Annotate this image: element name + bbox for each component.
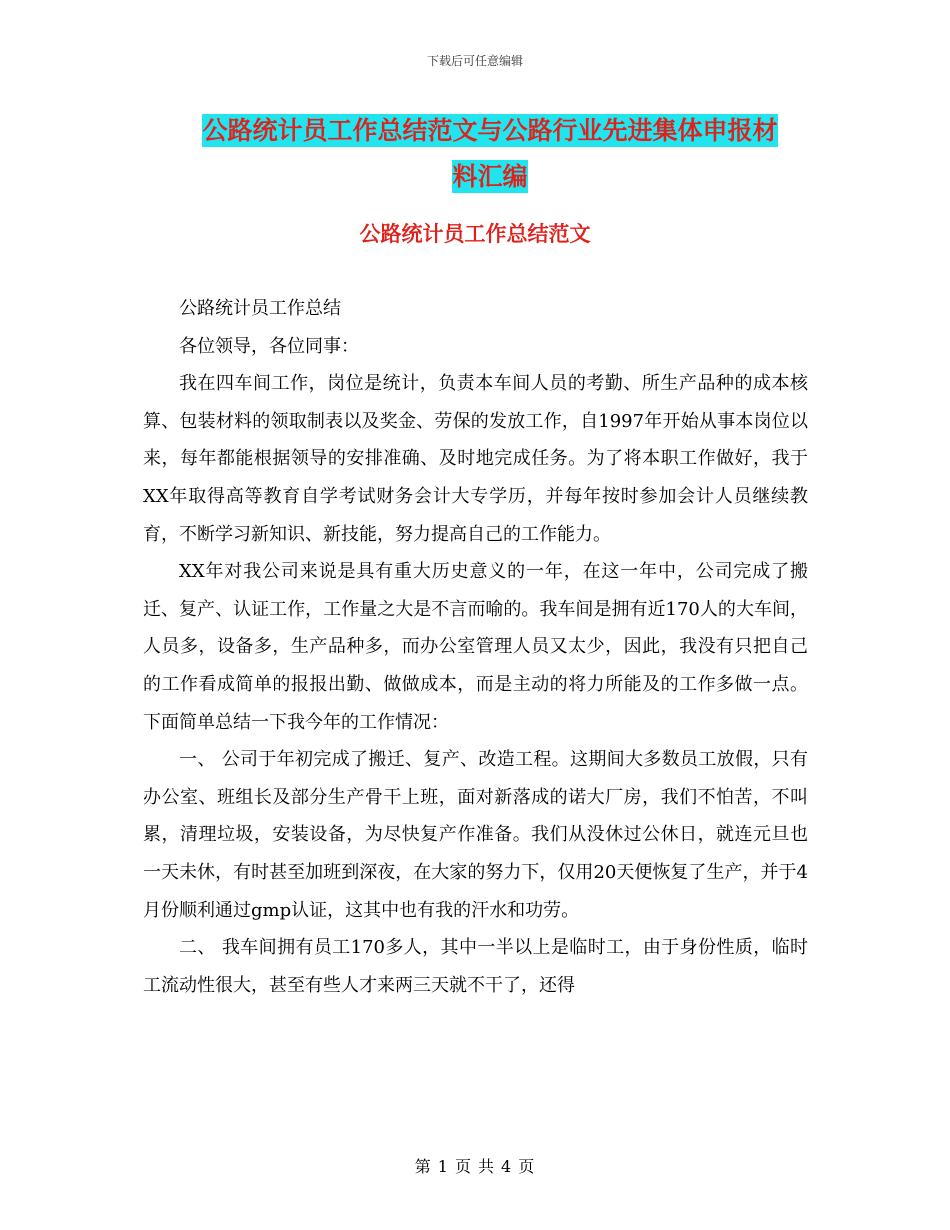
page-number: 1 — [437, 1157, 449, 1176]
paragraph: XX年对我公司来说是具有重大历史意义的一年，在这一年中，公司完成了搬迁、复产、认证工作，工作量之大是不言而喻的。我车间是拥有近170人的大车间，人员多，设备多，生产品种多，而办公室管理人员又太少，因此，我没有只把自己的工作看成简单的报报出勤、做做成本，而是主动的将力所能及的工作多做一点。下面简单总结一下我今年的工作情况： — [143, 561, 808, 733]
paragraph: 二、 我车间拥有员工170多人，其中一半以上是临时工，由于身份性质，临时工流动性很大，甚至有些人才来两三天就不干了，还得 — [143, 937, 808, 996]
paragraph-heading: 公路统计员工作总结 — [179, 298, 341, 319]
page-unit: 页 — [454, 1157, 472, 1176]
paragraph-salutation: 各位领导，各位同事： — [179, 335, 359, 357]
page-footer — [0, 1154, 950, 1177]
page-label: 第 — [414, 1157, 432, 1176]
paragraph: 一、 公司于年初完成了搬迁、复产、改造工程。这期间大多数员工放假，只有办公室、班组长及部分生产骨干上班，面对新落成的诺大厂房，我们不怕苦，不叫累，清理垃圾，安装设备，为尽快复产作准备。我们从没休过公休日，就连元旦也一天未休，有时甚至加班到深夜，在大家的努力下，仅用20天便恢复了生产，并于4月份顺利通过gmp认证，这其中也有我的汗水和功劳。 — [143, 749, 808, 921]
paragraph: 我在四车间工作，岗位是统计，负责本车间人员的考勤、所生产品种的成本核算、包装材料的领取制表以及奖金、劳保的发放工作，自1997年开始从事本岗位以来，每年都能根据领导的安排准确、及时地完成任务。为了将本职工作做好，我于XX年取得高等教育自学考试财务会计大专学历，并每年按时参加会计人员继续教育，不断学习新知识、新技能，努力提高自己的工作能力。 — [143, 373, 808, 545]
document-body — [143, 290, 808, 1004]
document-title — [140, 108, 840, 200]
document-title-line-2: 料汇编 — [452, 162, 528, 191]
header-note: 下载后可任意编辑 — [426, 54, 523, 68]
section-title: 公路统计员工作总结范文 — [359, 222, 591, 246]
total-pages: 4 — [501, 1157, 513, 1176]
total-unit: 页 — [518, 1157, 536, 1176]
document-title-line-1: 公路统计员工作总结范文与公路行业先进集体申报材 — [202, 116, 778, 145]
total-label: 共 — [478, 1157, 496, 1176]
